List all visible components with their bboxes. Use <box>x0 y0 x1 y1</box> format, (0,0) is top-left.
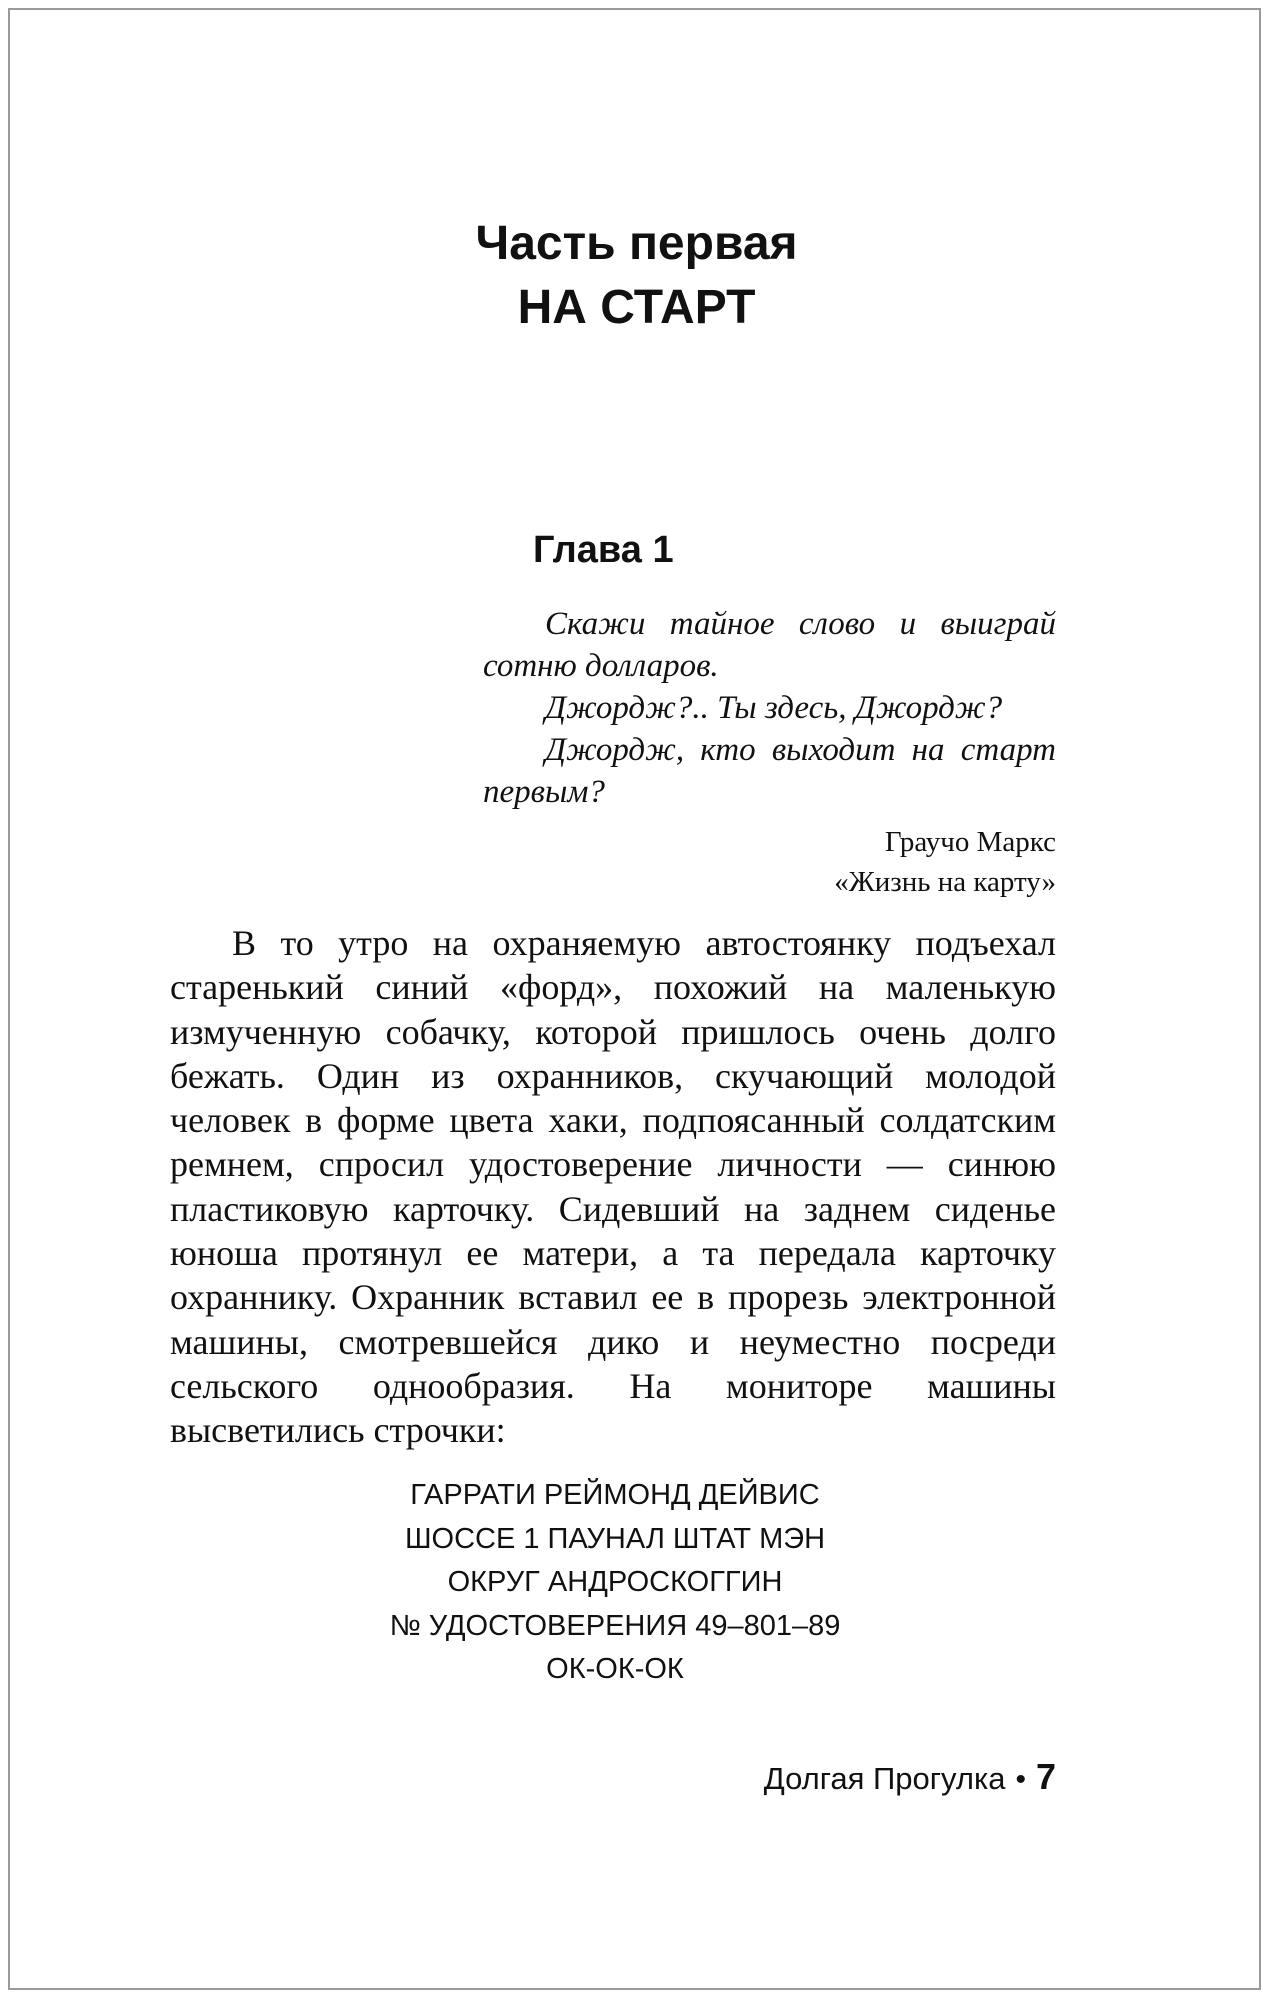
page-number: 7 <box>1035 1756 1056 1797</box>
epigraph <box>483 603 1056 813</box>
epigraph-line: Джордж?.. Ты здесь, Джордж? <box>545 690 1003 726</box>
monitor-line: ШОССЕ 1 ПАУНАЛ ШТАТ МЭН <box>404 1522 826 1555</box>
epigraph-line: Скажи тайное слово и выиграй сотню долларов. <box>483 606 1056 684</box>
epigraph-source: «Жизнь на карту» <box>834 866 1056 898</box>
monitor-line: ГАРРАТИ РЕЙМОНД ДЕЙВИС <box>410 1479 820 1511</box>
page-footer <box>764 1757 1056 1800</box>
chapter-title: Глава 1 <box>533 529 674 571</box>
monitor-line: ОКРУГ АНДРОСКОГГИН <box>447 1566 783 1598</box>
epigraph-author: Граучо Маркс <box>884 826 1056 858</box>
epigraph-line: Джордж, кто выходит на старт первым? <box>483 732 1056 810</box>
footer-separator: • <box>1015 1763 1026 1796</box>
monitor-output <box>0 1474 1230 1692</box>
body-paragraph: В то утро на охраняемую автостоянку подъехал старенький синий «форд», похожий на маленькую измученную собачку, которой пришлось очень долго бежать. Один из охранников, скучающий молодой человек в форме цвета хаки, подпоясанный солдатским ремнем, спросил удостоверение личности — синюю пластиковую карточку. Сидевший на заднем сиденье юноша протянул ее матери, а та передала карточку охраннику. Охранник вставил ее в прорезь электронной машины, смотревшейся дико и неуместно посреди сельского однообразия. На мониторе машины высветились строчки: <box>170 923 1056 1451</box>
monitor-line: № УДОСТОВЕРЕНИЯ 49–801–89 <box>389 1609 841 1642</box>
part-number-heading: Часть первая <box>475 217 798 270</box>
epigraph-attribution <box>483 822 1056 902</box>
monitor-line: ОК-ОК-ОК <box>546 1653 684 1685</box>
part-name-heading: НА СТАРТ <box>517 281 756 334</box>
body-text <box>170 921 1056 1453</box>
running-title: Долгая Прогулка <box>763 1761 1006 1796</box>
